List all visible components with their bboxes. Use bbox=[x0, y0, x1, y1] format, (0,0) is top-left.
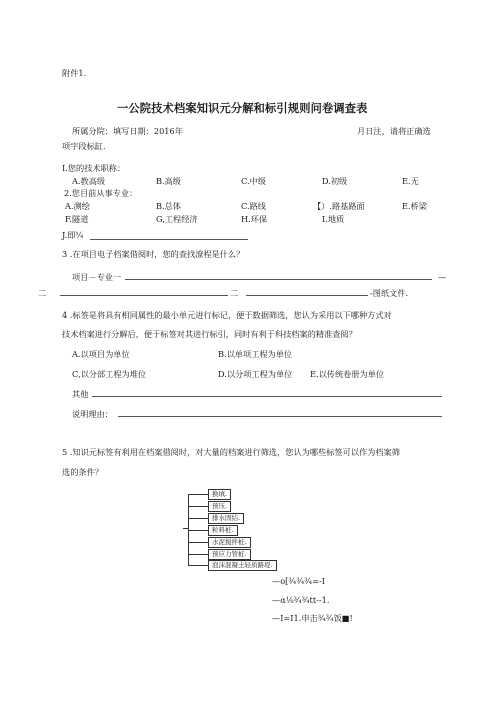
q1-option-d[interactable]: D.初级 bbox=[322, 176, 348, 186]
tree-branch bbox=[188, 565, 208, 566]
q3-line2-suffix: -图纸文件. bbox=[370, 288, 409, 298]
tree-branch bbox=[188, 494, 208, 495]
q4-other-field[interactable] bbox=[92, 396, 442, 397]
tree-branch bbox=[188, 542, 208, 543]
q2-option-c[interactable]: C.路线 bbox=[241, 201, 266, 211]
q4-question-line1: 4 .标签是将具有相同属性的最小单元进行标记，便于数据筛选，您认为采用以下哪种方式对 bbox=[62, 310, 392, 320]
tree-branch bbox=[188, 506, 208, 507]
q1-option-e[interactable]: E.无 bbox=[402, 176, 419, 186]
tree-node-cement-mixing-pile[interactable]: 水泥搅拌桩. bbox=[208, 537, 251, 548]
q4-option-e[interactable]: E.以传统卷册为单位 bbox=[310, 369, 385, 379]
q2-option-g[interactable]: G,工程经济 bbox=[156, 214, 198, 224]
tree-node-foam-concrete-embankment[interactable]: 泡沫混凝土轻质路堤. bbox=[208, 560, 277, 571]
q2-option-a[interactable]: A.测绘 bbox=[65, 201, 90, 211]
q3-line1-prefix: 项目－专业一 bbox=[72, 272, 122, 282]
q2-option-j[interactable]: J.即¼ bbox=[62, 230, 84, 240]
q1-option-c[interactable]: C.中级 bbox=[241, 176, 266, 186]
page-title: 一公院技术档案知识元分解和标引规则问卷调查表 bbox=[117, 102, 368, 115]
q2-option-f[interactable]: F.隧道 bbox=[65, 214, 89, 224]
q3-line2-mid: 二 bbox=[230, 288, 239, 298]
q4-option-b[interactable]: B.以单项工程为单位 bbox=[218, 349, 293, 359]
q1-label: I.您的技术职称： bbox=[62, 163, 126, 173]
q2-label: 2.您目前从事专业： bbox=[64, 188, 138, 198]
tag-tree-diagram bbox=[183, 488, 373, 573]
q2-option-h[interactable]: H.环保 bbox=[241, 214, 268, 224]
q5-note-1: —o[¾¾¾=-I bbox=[272, 576, 325, 586]
q4-option-c[interactable]: C,以分部工程为堆位 bbox=[72, 369, 147, 379]
q2-option-d[interactable]: 【）.路基路面 bbox=[313, 201, 365, 211]
q3-field-1[interactable] bbox=[125, 279, 432, 280]
q1-option-a[interactable]: A.教高级 bbox=[72, 176, 106, 186]
q5-note-3: —I=I1.申击¾¾饭■! bbox=[272, 613, 353, 623]
q4-option-a[interactable]: A.以项目为单位 bbox=[72, 349, 130, 359]
q2-option-e[interactable]: E.桥梁 bbox=[402, 201, 427, 211]
date-note: 月日注，请将正确选 bbox=[357, 126, 431, 136]
q3-question: 3 .在项目电子档案借阅时，您的查找潦程是什么？ bbox=[62, 249, 245, 259]
q4-option-d[interactable]: D.以分项工程为单位 bbox=[218, 369, 293, 379]
tree-branch bbox=[188, 554, 208, 555]
tree-node-drainage-consolidation[interactable]: 排水固结. bbox=[208, 513, 244, 524]
attachment-label: 附件1. bbox=[62, 68, 87, 78]
q4-other-label: 其他 bbox=[72, 389, 89, 399]
tree-node-replacement-fill[interactable]: 换填. bbox=[208, 489, 231, 500]
department-date-line: 所属分院：填写日期：2016年 bbox=[72, 126, 183, 136]
q2-option-i[interactable]: I.地质 bbox=[322, 214, 345, 224]
q5-note-2: —α⅛¾¾tt--1. bbox=[272, 595, 330, 605]
q3-line1-suffix: — bbox=[438, 272, 447, 282]
tree-node-granular-pile[interactable]: 粒料桩. bbox=[208, 525, 238, 536]
q4-question-line2: 技术档案进行分解后，便于标签对其进行标引，同时有利于科技档案的精准查阅？ bbox=[62, 329, 357, 339]
tree-branch bbox=[188, 530, 208, 531]
q3-field-3[interactable] bbox=[246, 295, 368, 296]
q4-reason-label: 说明理由： bbox=[72, 409, 113, 419]
q5-question-line1: 5 .知识元标签有利用在档案借阅时，对大量的档案进行筛选，您认为哪些标签可以作为档案筛 bbox=[62, 447, 400, 457]
q3-line2-prefix: 二 bbox=[38, 288, 47, 298]
q3-field-2[interactable] bbox=[60, 295, 228, 296]
q2-option-b[interactable]: B.总体 bbox=[156, 201, 181, 211]
q5-question-line2: 选的条件？ bbox=[62, 467, 103, 477]
tree-branch bbox=[188, 518, 208, 519]
tree-node-prestressed-pipe-pile[interactable]: 预应力管桩. bbox=[208, 549, 251, 560]
q1-option-b[interactable]: B.高级 bbox=[156, 176, 181, 186]
q2-other-field[interactable] bbox=[90, 239, 248, 240]
q4-reason-field[interactable] bbox=[118, 416, 442, 417]
tree-node-preloading[interactable]: 预压. bbox=[208, 501, 231, 512]
date-note-continued: 项字段标缸. bbox=[62, 141, 106, 151]
